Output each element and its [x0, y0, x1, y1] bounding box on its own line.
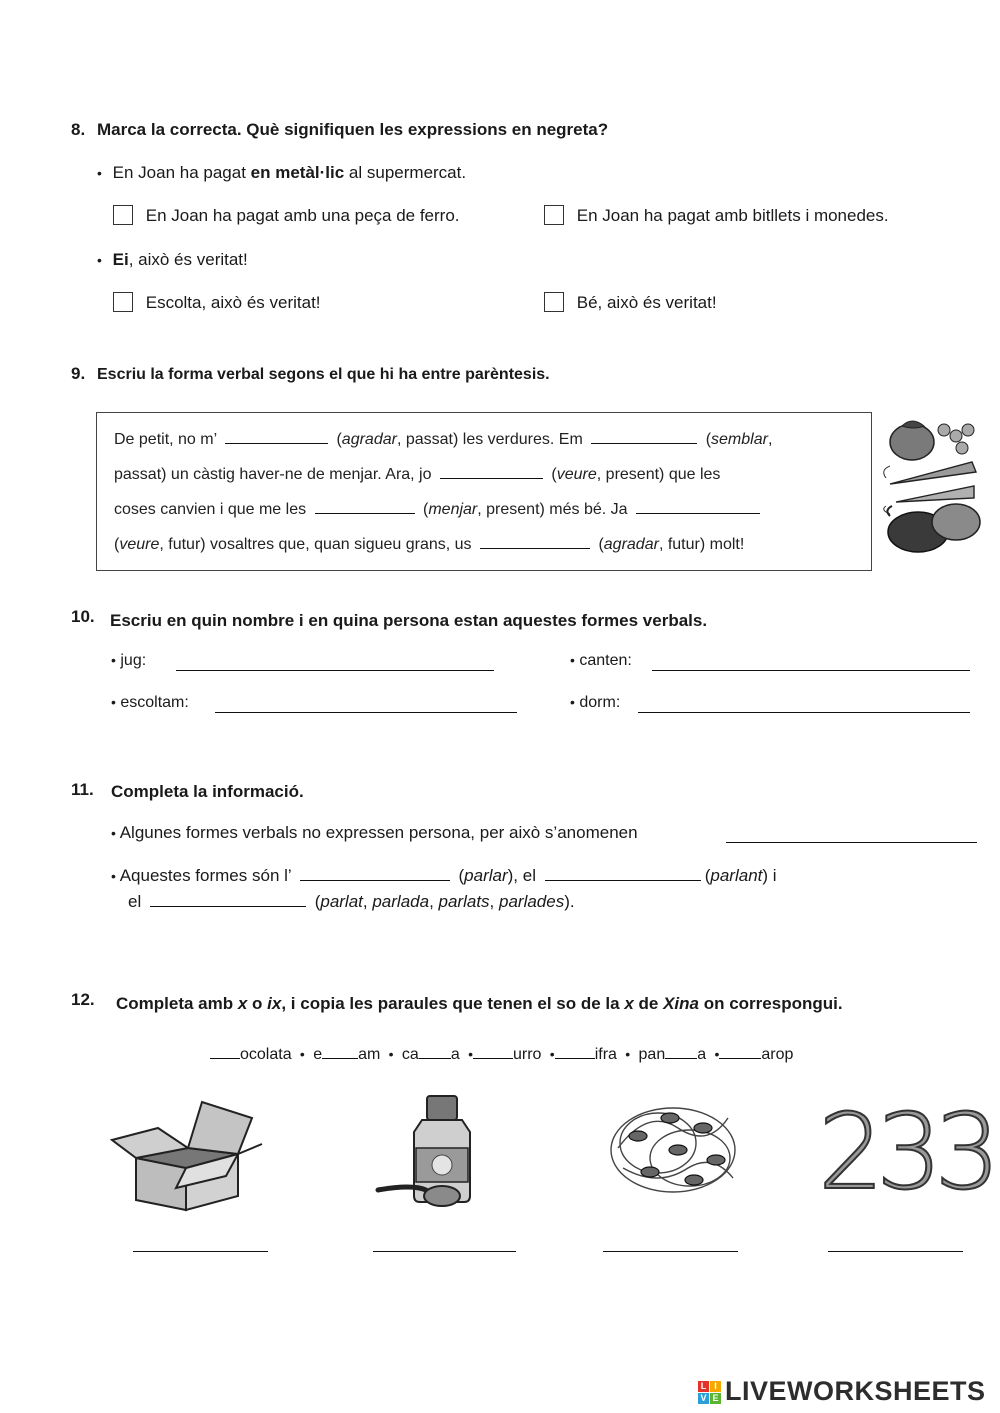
q8-item-1 — [97, 163, 466, 183]
q9-line-1: De petit, no m’ (agradar, passat) les verdures. Em (semblar, — [114, 431, 773, 448]
answer-line[interactable] — [603, 1251, 738, 1252]
blank-input[interactable] — [419, 1044, 451, 1059]
bullet: • — [97, 252, 102, 268]
answer-line[interactable] — [828, 1251, 963, 1252]
q11-number: 11. — [71, 780, 94, 799]
q10-item-dorm: • dorm: — [570, 694, 621, 711]
q10-number: 10. — [71, 607, 95, 626]
bees-illustration — [598, 1088, 748, 1213]
answer-line[interactable] — [133, 1251, 268, 1252]
q9-paragraph — [114, 422, 864, 562]
blank-input[interactable] — [719, 1044, 761, 1059]
word-fragment: arop — [761, 1046, 794, 1063]
answer-line[interactable] — [726, 842, 977, 843]
blank-input[interactable] — [300, 865, 450, 881]
answer-line[interactable] — [215, 712, 517, 713]
blank-input[interactable] — [555, 1044, 595, 1059]
q12-word-row: ocolata • e am • ca a • urro • ifra • pan a • arop — [210, 1044, 793, 1064]
word-fragment: e — [313, 1046, 323, 1063]
blank-input[interactable] — [322, 1044, 358, 1059]
q8-item-1-option-b[interactable] — [544, 205, 889, 226]
q12-title: Completa amb x o ix, i copia les paraules que tenen el so de la x de Xina on correspongui. — [116, 994, 843, 1013]
q9-title: Escriu la forma verbal segons el que hi ha entre parèntesis. — [97, 366, 550, 383]
q8-item-2-option-a[interactable] — [113, 292, 321, 313]
q8-item-2 — [97, 250, 248, 270]
checkbox[interactable] — [544, 205, 564, 225]
blank-input[interactable] — [480, 534, 590, 549]
q10-item-canten: • canten: — [570, 652, 632, 669]
q10-item-label: canten: — [579, 652, 632, 669]
syrup-bottle-illustration — [372, 1092, 512, 1217]
box-illustration — [106, 1088, 266, 1213]
q8-item-1-pre: En Joan ha pagat — [112, 163, 251, 182]
checkbox[interactable] — [544, 292, 564, 312]
vegetables-illustration — [882, 412, 986, 562]
word-fragment: pan — [638, 1046, 666, 1063]
q11-title: Completa la informació. — [111, 782, 304, 801]
word-fragment: ca — [401, 1046, 419, 1063]
q10-item-escoltam: • escoltam: — [111, 694, 189, 711]
blank-input[interactable] — [473, 1044, 513, 1059]
q8-item-2-post: , això és veritat! — [128, 250, 248, 269]
blank-input[interactable] — [210, 1044, 240, 1059]
q9-number: 9. — [71, 364, 86, 383]
bullet: • — [97, 165, 102, 181]
blank-input[interactable] — [591, 429, 697, 444]
blank-input[interactable] — [225, 429, 328, 444]
q8-item-1-option-b-label: En Joan ha pagat amb bitllets i monedes. — [576, 206, 889, 225]
logo-icon: L I V E — [698, 1381, 722, 1405]
word-fragment: ifra — [594, 1046, 617, 1063]
answer-line[interactable] — [638, 712, 970, 713]
q10-title: Escriu en quin nombre i en quina persona estan aquestes formes verbals. — [110, 611, 708, 630]
q8-item-1-option-a[interactable] — [113, 205, 460, 226]
answer-line[interactable] — [176, 670, 494, 671]
q8-item-2-option-a-label: Escolta, això és veritat! — [145, 293, 321, 312]
q9-line-3: coses canvien i que me les (menjar, present) més bé. Ja — [114, 492, 864, 527]
answer-line[interactable] — [373, 1251, 516, 1252]
q11-line-2: • Aquestes formes són l’ (parlar), el (parlant) i — [111, 866, 777, 885]
q11-line-1: • Algunes formes verbals no expressen persona, per això s’anomenen — [111, 823, 638, 842]
q9-line-2: passat) un càstig haver-ne de menjar. Ara, jo (veure, present) que les — [114, 466, 721, 483]
blank-input[interactable] — [665, 1044, 697, 1059]
q8-item-2-option-b-label: Bé, això és veritat! — [576, 293, 717, 312]
q8-item-1-option-a-label: En Joan ha pagat amb una peça de ferro. — [145, 206, 460, 225]
liveworksheets-logo[interactable] — [698, 1378, 992, 1410]
q11-line-3: el (parlat, parlada, parlats, parlades). — [128, 892, 575, 911]
q8-title: Marca la correcta. Què signifiquen les expressions en negreta? — [97, 120, 609, 139]
q8-item-1-post: al supermercat. — [344, 163, 467, 182]
q8-item-1-bold: en metàl·lic — [250, 163, 345, 182]
q9-line-4: (veure, futur) vosaltres que, quan sigueu grans, us (agradar, futur) molt! — [114, 536, 745, 553]
word-fragment: a — [450, 1046, 460, 1063]
q8-item-2-bold: Ei — [112, 250, 129, 269]
blank-input[interactable] — [636, 499, 760, 514]
q12-number: 12. — [71, 990, 95, 1009]
logo-text: LIVEWORKSHEETS — [725, 1376, 986, 1406]
q10-item-label: dorm: — [579, 694, 621, 711]
q8-item-2-option-b[interactable] — [544, 292, 717, 313]
checkbox[interactable] — [113, 205, 133, 225]
q10-item-jug: • jug: — [111, 652, 147, 669]
blank-input[interactable] — [440, 464, 543, 479]
checkbox[interactable] — [113, 292, 133, 312]
answer-line[interactable] — [652, 670, 970, 671]
word-fragment: urro — [512, 1046, 542, 1063]
word-fragment: am — [358, 1046, 381, 1063]
word-fragment: a — [697, 1046, 707, 1063]
number-illustration: 233 — [818, 1091, 993, 1213]
q10-item-label: escoltam: — [120, 694, 189, 711]
blank-input[interactable] — [545, 865, 701, 881]
blank-input[interactable] — [315, 499, 415, 514]
blank-input[interactable] — [150, 891, 306, 907]
q8-number: 8. — [71, 120, 86, 139]
word-fragment: ocolata — [240, 1046, 292, 1063]
q10-item-label: jug: — [120, 652, 147, 669]
